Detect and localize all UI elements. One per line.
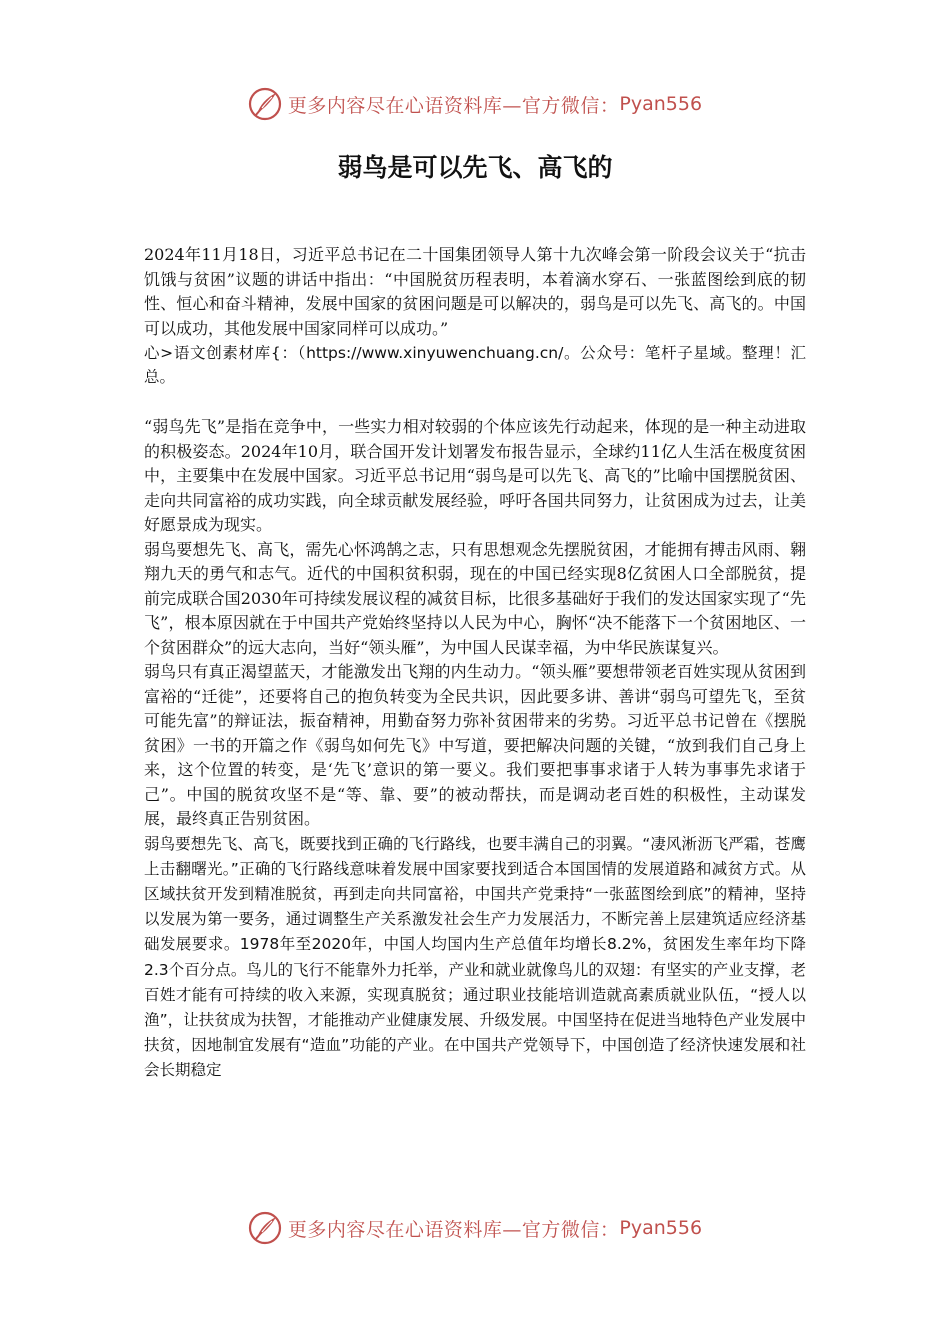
paragraph: 弱鸟只有真正渴望蓝天，才能激发出飞翔的内生动力。“领头雁”要想带领老百姓实现从贫困到富裕的“迁徙”，还要将自己的抱负转变为全民共识，因此要多讲、善讲“弱鸟可望先飞，至贫可能先富”的辩证法，振奋精神，用勤奋努力弥补贫困带来的劣势。习近平总书记曾在《摆脱贫困》一书的开篇之作《弱鸟如何先飞》中写道，要把解决问题的关键，“放到我们自己身上来，这个位置的转变，是‘先飞’意识的第一要义。我们要把事事求诸于人转为事事先求诸于己”。中国的脱贫攻坚不是“等、靠、要”的被动帮扶，而是调动老百姓的积极性，主动谋发展，最终真正告别贫困。 [144, 662, 806, 828]
paragraph-gap [144, 389, 806, 415]
source-note: 心>语文创素材库{：（https://www.xinyuwenchuang.cn/。公众号：笔杆子星域。整理！汇总。 [144, 344, 806, 386]
wechat-id: Pyan556 [619, 1217, 703, 1239]
quill-pen-logo-icon [248, 1211, 282, 1245]
article-title: 弱鸟是可以先飞、高飞的 [337, 153, 613, 182]
paragraph: 弱鸟要想先飞、高飞，既要找到正确的飞行路线，也要丰满自己的羽翼。“凄风淅沥飞严霜，苍鹰上击翻曙光。”正确的飞行路线意味着发展中国家要找到适合本国国情的发展道路和减贫方式。从区域扶贫开发到精准脱贫，再到走向共同富裕，中国共产党秉持“一张蓝图绘到底”的精神，坚持以发展为第一要务，通过调整生产关系激发社会生产力发展活力，不断完善上层建筑适应经济基础发展要求。1978年至2020年，中国人均国内生产总值年均增长8.2%，贫困发生率年均下降2.3个百分点。鸟儿的飞行不能靠外力托举，产业和就业就像鸟儿的双翅：有坚实的产业支撑，老百姓才能有可持续的收入来源，实现真脱贫；通过职业技能培训造就高素质就业队伍，“授人以渔”，让扶贫成为扶智，才能推动产业健康发展、升级发展。中国坚持在促进当地特色产业发展中扶贫，因地制宜发展有“造血”功能的产业。在中国共产党领导下，中国创造了经济快速发展和社会长期稳定 [144, 834, 806, 1080]
quill-pen-logo-icon [248, 87, 282, 121]
paragraph: 弱鸟要想先飞、高飞，需先心怀鸿鹄之志，只有思想观念先摆脱贫困，才能拥有搏击风雨、翱翔九天的勇气和志气。近代的中国积贫积弱，现在的中国已经实现8亿贫困人口全部脱贫，提前完成联合国2030年可持续发展议程的减贫目标，比很多基础好于我们的发达国家实现了“先飞”，根本原因就在于中国共产党始终坚持以人民为中心，胸怀“决不能落下一个贫困地区、一个贫困群众”的远大志向，当好“领头雁”，为中国人民谋幸福，为中华民族谋复兴。 [144, 539, 806, 657]
article-body [144, 243, 806, 1084]
banner-text: 更多内容尽在心语资料库—官方微信： [287, 1218, 620, 1241]
paragraph-intro: 2024年11月18日，习近平总书记在二十国集团领导人第十九次峰会第一阶段会议关于“抗击饥饿与贫困”议题的讲话中指出：“中国脱贫历程表明，本着滴水穿石、一张蓝图绘到底的韧性、恒心和奋斗精神，发展中国家的贫困问题是可以解决的，弱鸟是可以先飞、高飞的。中国可以成功，其他发展中国家同样可以成功。” [144, 245, 806, 338]
wechat-id: Pyan556 [619, 93, 703, 115]
header-banner [0, 82, 950, 126]
paragraph: “弱鸟先飞”是指在竞争中，一些实力相对较弱的个体应该先行动起来，体现的是一种主动进取的积极姿态。2024年10月，联合国开发计划署发布报告显示，全球约11亿人生活在极度贫困中，主要集中在发展中国家。习近平总书记用“弱鸟是可以先飞、高飞的”比喻中国摆脱贫困、走向共同富裕的成功实践，向全球贡献发展经验，呼吁各国共同努力，让贫困成为过去，让美好愿景成为现实。 [144, 417, 806, 534]
footer-banner [0, 1206, 950, 1250]
banner-text: 更多内容尽在心语资料库—官方微信： [287, 94, 620, 117]
